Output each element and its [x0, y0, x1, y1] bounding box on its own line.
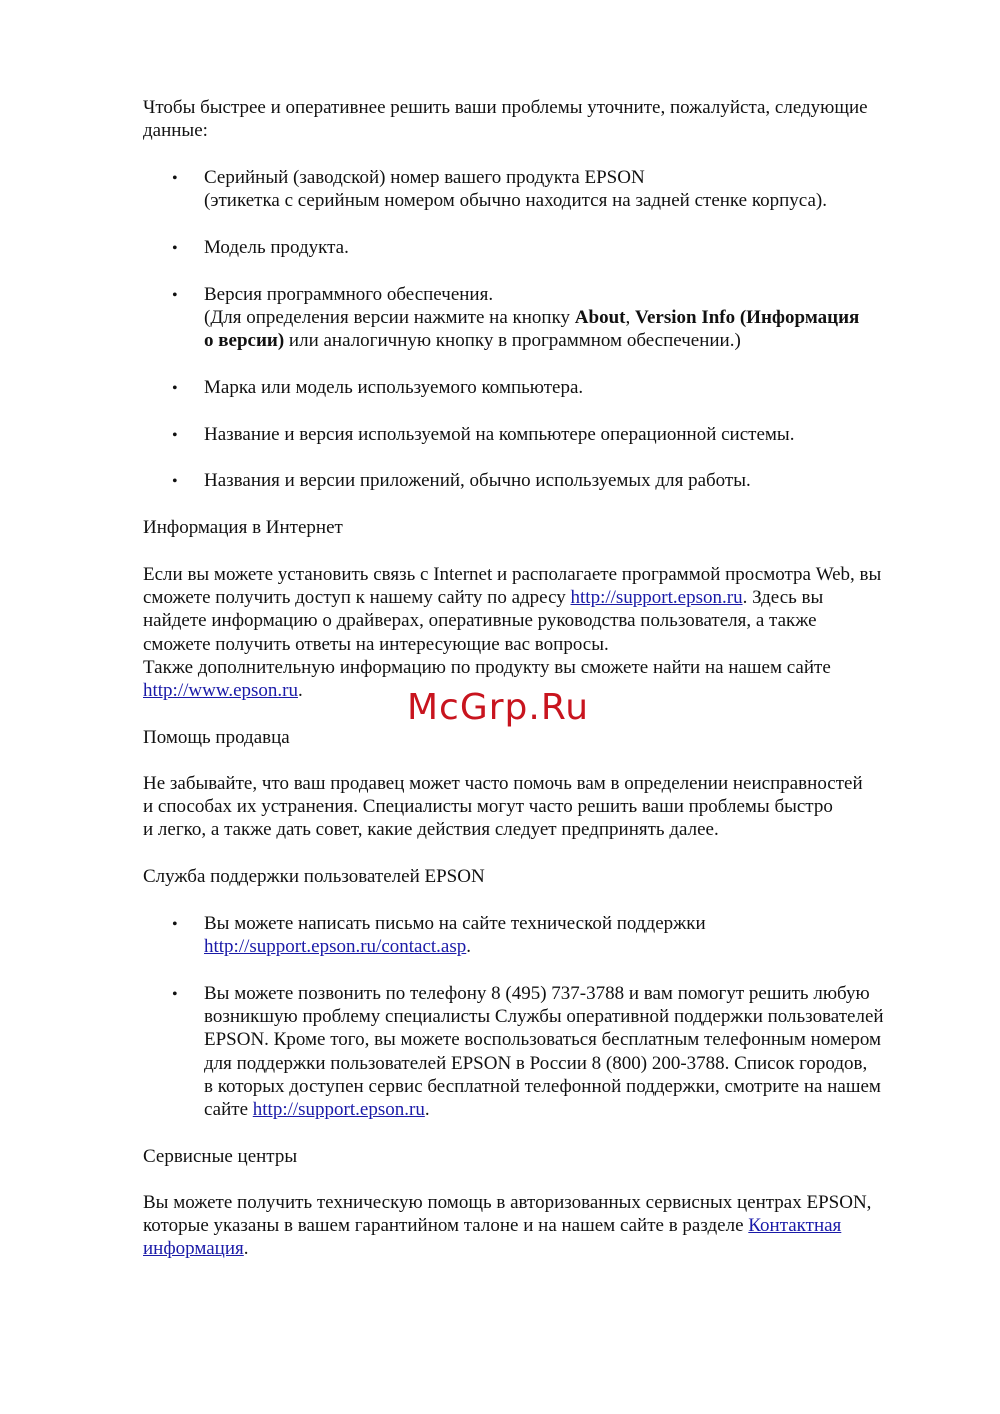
- model-line: Модель продукта.: [204, 237, 349, 258]
- support-site-link[interactable]: http://support.epson.ru: [570, 587, 743, 609]
- support-site-link-2[interactable]: http://support.epson.ru: [252, 1099, 425, 1121]
- checklist-item-model: [204, 236, 944, 259]
- bullet-icon: •: [172, 170, 178, 187]
- bullet-icon: •: [172, 240, 178, 257]
- support-item-phone: [204, 982, 944, 1121]
- dealer-paragraph: [143, 772, 943, 842]
- software-line-2-text: (Для определения версии нажмите на кнопку: [204, 307, 575, 329]
- dealer-line-1: Не забывайте, что ваш продавец может часто помочь вам в определении неисправностей: [143, 773, 863, 794]
- internet-line-5: Также дополнительную информацию по продукту вы сможете найти на нашем сайте: [143, 656, 831, 678]
- support-heading: Служба поддержки пользователей EPSON: [143, 866, 485, 887]
- os-line: Название и версия используемой на компьютере операционной системы.: [204, 424, 795, 445]
- checklist-item-apps: [204, 469, 944, 492]
- phone-line-5: в которых доступен сервис бесплатной телефонной поддержки, смотрите на нашем: [204, 1075, 881, 1097]
- checklist-item-computer: [204, 376, 944, 399]
- bullet-icon: •: [172, 287, 178, 304]
- phone-line-4: для поддержки пользователей EPSON в России 8 (800) 200-3788. Список городов,: [204, 1052, 868, 1074]
- service-paragraph: [143, 1191, 943, 1261]
- service-heading: Сервисные центры: [143, 1146, 298, 1167]
- version-info-label-cont: о версии): [204, 330, 285, 352]
- internet-heading: Информация в Интернет: [143, 517, 343, 538]
- epson-site-link[interactable]: http://www.epson.ru: [143, 680, 298, 702]
- checklist-item-os: [204, 423, 944, 446]
- service-line-2-text: которые указаны в вашем гарантийном талоне и на нашем сайте в разделе: [143, 1215, 749, 1237]
- bullet-icon: •: [172, 916, 178, 933]
- checklist-item-software-version: [204, 283, 944, 353]
- phone-line-1: Вы можете позвонить по телефону 8 (495) 737-3788 и вам помогут решить любую: [204, 983, 870, 1004]
- serial-line-1: Серийный (заводской) номер вашего продукта EPSON: [204, 167, 645, 188]
- contact-page-link[interactable]: http://support.epson.ru/contact.asp: [204, 936, 467, 958]
- comma: ,: [625, 307, 635, 329]
- internet-paragraph: [143, 563, 943, 702]
- dealer-line-2: и способах их устранения. Специалисты могут часто решить ваши проблемы быстро: [143, 796, 833, 818]
- intro-line-1: Чтобы быстрее и оперативнее решить ваши проблемы уточните, пожалуйста, следующие: [143, 97, 868, 118]
- email-line-1: Вы можете написать письмо на сайте технической поддержки: [204, 913, 706, 934]
- internet-line-4: сможете получить ответы на интересующие вас вопросы.: [143, 633, 609, 655]
- phone-line-2: возникшую проблему специалисты Службы оперативной поддержки пользователей: [204, 1006, 884, 1028]
- bullet-icon: •: [172, 380, 178, 397]
- intro-paragraph: [143, 96, 943, 142]
- phone-line-6-tail: .: [424, 1099, 430, 1121]
- phone-line-3: EPSON. Кроме того, вы можете воспользоваться бесплатным телефонным номером: [204, 1029, 882, 1051]
- phone-line-6-text: сайте: [204, 1099, 253, 1121]
- software-line-1: Версия программного обеспечения.: [204, 284, 494, 305]
- internet-line-1: Если вы можете установить связь с Internet и располагаете программой просмотра Web, вы: [143, 564, 882, 585]
- intro-line-2: данные:: [143, 120, 208, 142]
- email-line-2-tail: .: [466, 936, 472, 958]
- apps-line: Названия и версии приложений, обычно используемых для работы.: [204, 470, 751, 491]
- bullet-icon: •: [172, 473, 178, 490]
- software-line-3-text: или аналогичную кнопку в программном обеспечении.): [284, 330, 741, 352]
- version-info-label: Version Info (Информация: [634, 307, 860, 329]
- about-label: About: [574, 307, 626, 329]
- internet-line-2-text: сможете получить доступ к нашему сайту по адресу: [143, 587, 571, 609]
- internet-line-2-tail: . Здесь вы: [742, 587, 824, 609]
- service-line-3-tail: .: [243, 1238, 249, 1260]
- dealer-line-3: и легко, а также дать совет, какие действия следует предпринять далее.: [143, 819, 719, 841]
- support-item-email: [204, 912, 944, 958]
- computer-line: Марка или модель используемого компьютера.: [204, 377, 584, 398]
- watermark-logo: McGrp.Ru: [407, 687, 590, 728]
- dealer-heading: Помощь продавца: [143, 727, 290, 748]
- contact-info-link-cont[interactable]: информация: [143, 1238, 244, 1260]
- serial-line-2: (этикетка с серийным номером обычно находится на задней стенке корпуса).: [204, 190, 827, 212]
- bullet-icon: •: [172, 427, 178, 444]
- internet-line-3: найдете информацию о драйверах, оперативные руководства пользователя, а также: [143, 610, 817, 632]
- contact-info-link[interactable]: Контактная: [748, 1215, 842, 1237]
- service-line-1: Вы можете получить техническую помощь в авторизованных сервисных центрах EPSON,: [143, 1192, 872, 1213]
- bullet-icon: •: [172, 986, 178, 1003]
- internet-line-6-tail: .: [297, 680, 303, 702]
- checklist-item-serial: [204, 166, 944, 212]
